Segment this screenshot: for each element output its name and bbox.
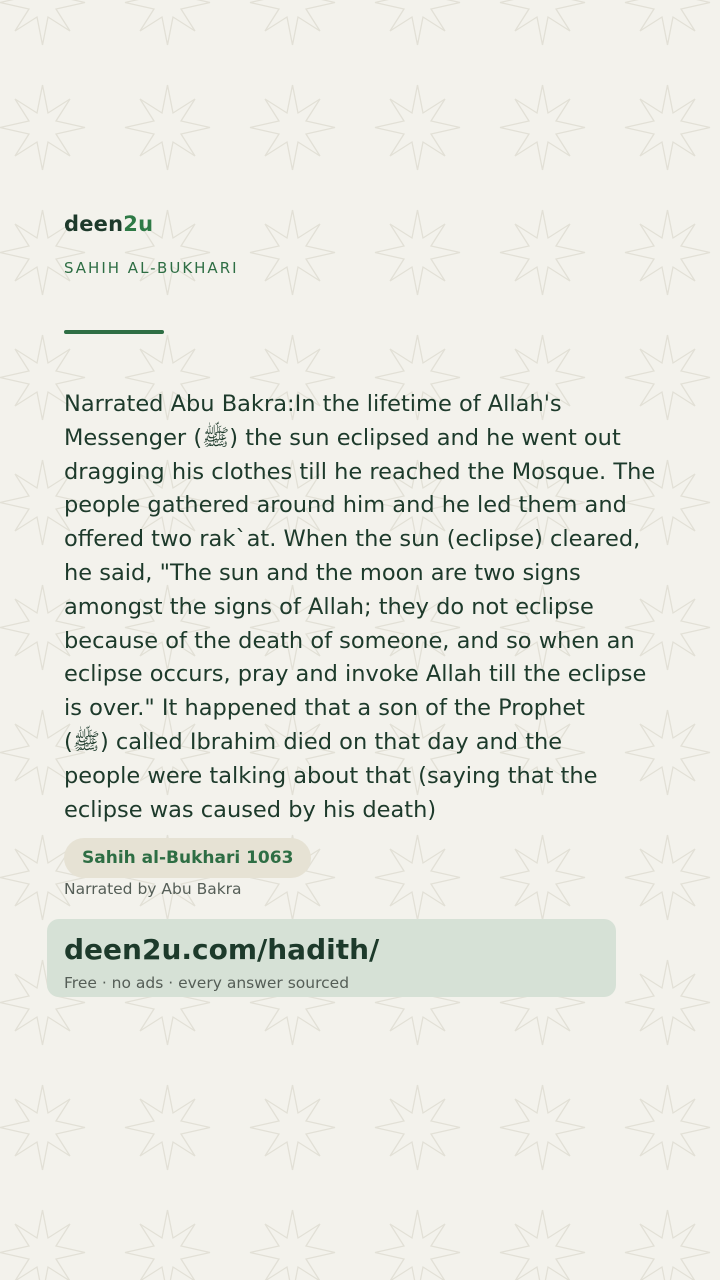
reference-badge (64, 838, 311, 878)
collection-label: SAHIH AL-BUKHARI (64, 259, 239, 277)
reference-label: Sahih al-Bukhari 1063 (82, 848, 294, 868)
brand-name-prefix: deen (64, 212, 124, 236)
brand-name-suffix: 2u (123, 212, 154, 236)
brand-logo (64, 212, 153, 236)
cta-box[interactable] (47, 919, 616, 997)
cta-tagline: Free · no ads · every answer sourced (64, 974, 350, 992)
cta-url-link[interactable]: deen2u.com/hadith/ (64, 933, 380, 966)
narrator-note: Narrated by Abu Bakra (64, 880, 242, 898)
hadith-text: Narrated Abu Bakra:In the lifetime of Allah's Messenger (ﷺ) the sun eclipsed and he went out dragging his clothes till he reached the Mosque. The people gathered around him and he led them and offered two rak`at. When the sun (eclipse) cleared, he said, "The sun and the moon are two signs amongst the signs of Allah; they do not eclipse because of the death of someone, and so when an eclipse occurs, pray and invoke Allah till the eclipse is over." It happened that a son of the Prophet (ﷺ) called Ibrahim died on that day and the people were talking about that (saying that the eclipse was caused by his death) (64, 391, 656, 823)
divider (64, 330, 164, 334)
